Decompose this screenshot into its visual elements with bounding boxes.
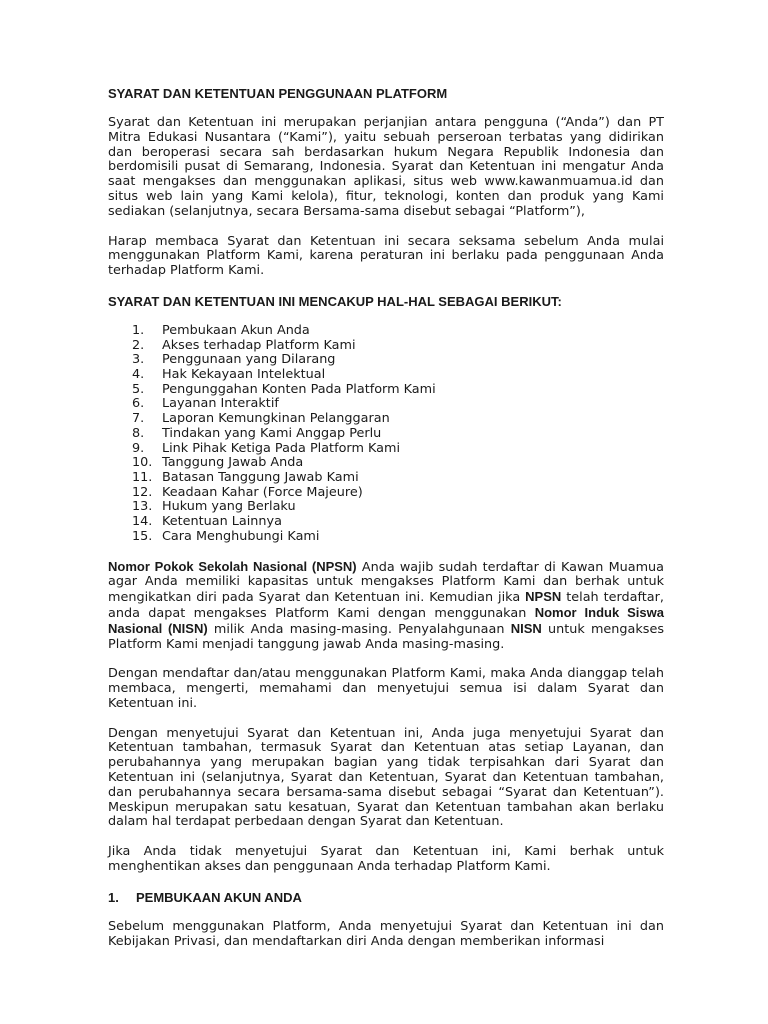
toc-number: 2. <box>132 337 145 353</box>
toc-item <box>108 471 664 486</box>
agreement-paragraph: Dengan mendaftar dan/atau menggunakan Platform Kami, maka Anda dianggap telah membaca, mengerti, memahami dan menyetujui semua isi dalam Syarat dan Ketentuan ini. <box>108 666 664 711</box>
toc-number: 3. <box>132 352 145 368</box>
toc-item <box>108 412 664 427</box>
disagree-paragraph: Jika Anda tidak menyetujui Syarat dan Ketentuan ini, Kami berhak untuk menghentikan akses dan penggunaan Anda terhadap Platform Kami. <box>108 844 664 875</box>
toc-text: Link Pihak Ketiga Pada Platform Kami <box>162 440 401 456</box>
toc-item <box>108 427 664 442</box>
toc-item <box>108 324 664 339</box>
toc-number: 11. <box>132 470 153 485</box>
toc-text: Penggunaan yang Dilarang <box>162 352 336 368</box>
toc-text: Keadaan Kahar (Force Majeure) <box>162 484 363 500</box>
toc-number: 9. <box>132 440 145 456</box>
toc-text: Pembukaan Akun Anda <box>162 322 310 338</box>
toc-text: Pengunggahan Konten Pada Platform Kami <box>162 381 436 397</box>
npsn-text: Anda wajib sudah terdaftar di Kawan Muamua agar Anda memiliki kapasitas untuk mengakses Platform Kami dan berhak untuk mengikatkan diri pada Syarat dan Ketentuan ini. Kemudian jika <box>108 559 664 606</box>
toc-text: Akses terhadap Platform Kami <box>162 337 356 353</box>
toc-item <box>108 383 664 398</box>
toc-text: Hukum yang Berlaku <box>162 499 296 515</box>
toc-number: 14. <box>132 514 153 530</box>
document-page <box>108 86 664 949</box>
toc-number: 12. <box>132 484 153 500</box>
toc-item <box>108 339 664 354</box>
npsn-paragraph <box>108 560 664 653</box>
toc-text: Laporan Kemungkinan Pelanggaran <box>162 411 390 427</box>
toc-number: 7. <box>132 411 145 427</box>
toc-text: Hak Kekayaan Intelektual <box>162 367 326 383</box>
section-number: 1. <box>108 889 119 905</box>
toc-number: 1. <box>132 322 145 338</box>
toc-number: 13. <box>132 499 153 515</box>
read-carefully-paragraph: Harap membaca Syarat dan Ketentuan ini secara seksama sebelum Anda mulai menggunakan Platform Kami, karena peraturan ini berlaku pada penggunaan Anda terhadap Platform Kami. <box>108 233 664 279</box>
toc-item <box>108 442 664 457</box>
nisn-short-term: NISN <box>510 620 542 636</box>
toc-number: 10. <box>132 455 153 471</box>
npsn-text: telah terdaftar, anda dapat mengakses Platform Kami dengan menggunakan <box>108 590 664 621</box>
toc-text: Batasan Tanggung Jawab Kami <box>162 470 359 485</box>
toc-item <box>108 486 664 501</box>
section-1-paragraph: Sebelum menggunakan Platform, Anda menyetujui Syarat dan Ketentuan ini dan Kebijakan Privasi, dan mendaftarkan diri Anda dengan memberikan informasi <box>108 918 664 949</box>
table-of-contents <box>108 324 664 545</box>
toc-text: Cara Menghubungi Kami <box>162 528 320 544</box>
toc-item <box>108 456 664 471</box>
document-title: SYARAT DAN KETENTUAN PENGGUNAAN PLATFORM <box>108 86 448 101</box>
toc-number: 8. <box>132 425 145 441</box>
toc-number: 6. <box>132 396 145 412</box>
intro-paragraph: Syarat dan Ketentuan ini merupakan perjanjian antara pengguna (“Anda”) dan PT Mitra Edukasi Nusantara (“Kami”), yaitu sebuah perseroan terbatas yang didirikan dan beroperasi secara sah berdasarkan hukum Negara Republik Indonesia dan berdomisili pusat di Semarang, Indonesia. Syarat dan Ketentuan ini mengatur Anda saat mengakses dan menggunakan aplikasi, situs web www.kawanmuamua.id dan situs web lain yang Kami kelola), fitur, teknologi, konten dan produk yang Kami sediakan (selanjutnya, secara Bersama-sama disebut sebagai “Platform”), <box>108 115 664 219</box>
toc-item <box>108 530 664 545</box>
toc-item <box>108 368 664 383</box>
additional-terms-paragraph: Dengan menyetujui Syarat dan Ketentuan ini, Anda juga menyetujui Syarat dan Ketentuan tambahan, termasuk Syarat dan Ketentuan atas setiap Layanan, dan perubahannya yang merupakan bagian yang tidak terpisahkan dari Syarat dan Ketentuan ini (selanjutnya, Syarat dan Ketentuan, Syarat dan Ketentuan tambahan, dan perubahannya secara bersama-sama disebut sebagai “Syarat dan Ketentuan”). Meskipun merupakan satu kesatuan, Syarat dan Ketentuan tambahan akan berlaku dalam hal terdapat perbedaan dengan Syarat dan Ketentuan. <box>108 725 664 830</box>
toc-text: Tanggung Jawab Anda <box>162 455 304 471</box>
toc-text: Layanan Interaktif <box>162 396 279 412</box>
toc-item <box>108 353 664 368</box>
toc-number: 4. <box>132 367 145 383</box>
nisn-term: Nomor Induk Siswa Nasional (NISN) <box>108 604 664 636</box>
npsn-text: milik Anda masing-masing. Penyalahgunaan <box>207 621 511 637</box>
toc-item <box>108 515 664 530</box>
toc-item <box>108 397 664 412</box>
section-title: PEMBUKAAN AKUN ANDA <box>136 889 302 905</box>
toc-number: 5. <box>132 381 145 397</box>
npsn-text: untuk mengakses Platform Kami menjadi tanggung jawab Anda masing-masing. <box>108 621 664 652</box>
npsn-short-term: NPSN <box>525 589 562 605</box>
section-1-heading <box>108 890 664 905</box>
toc-text: Ketentuan Lainnya <box>162 514 282 530</box>
toc-text: Tindakan yang Kami Anggap Perlu <box>162 425 382 441</box>
toc-number: 15. <box>132 528 153 544</box>
npsn-term: Nomor Pokok Sekolah Nasional (NPSN) <box>108 558 357 574</box>
toc-item <box>108 500 664 515</box>
scope-heading: SYARAT DAN KETENTUAN INI MENCAKUP HAL-HAL SEBAGAI BERIKUT: <box>108 293 562 309</box>
